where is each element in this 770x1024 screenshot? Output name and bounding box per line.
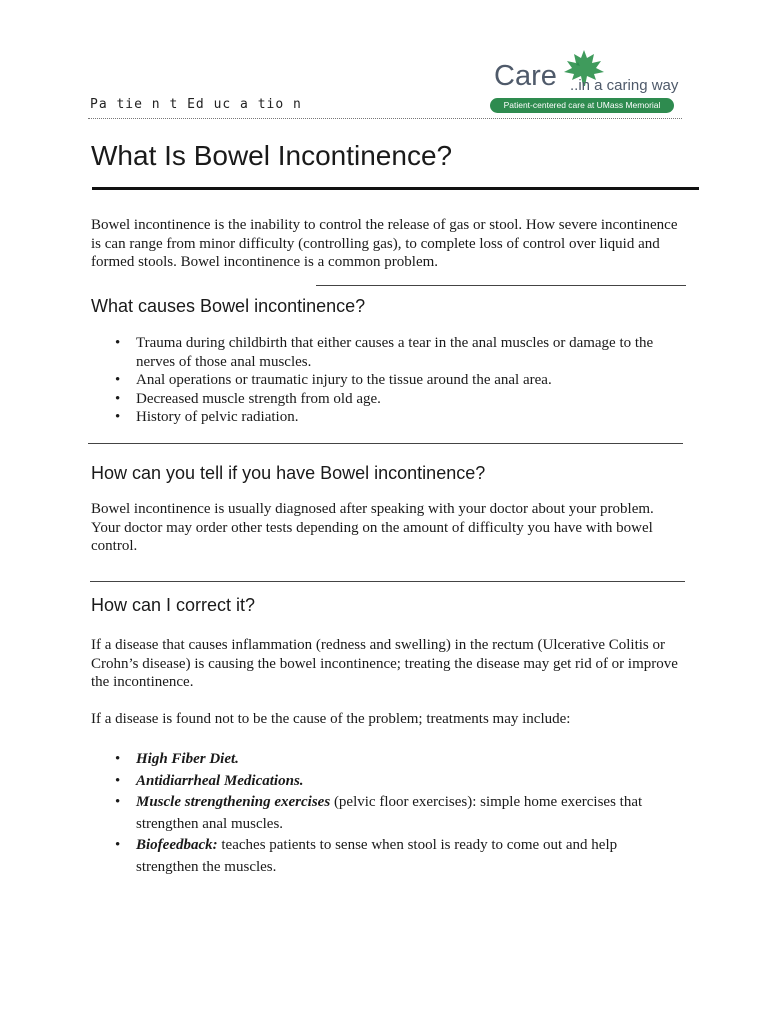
bullet-icon: • — [115, 372, 121, 388]
list-item-text: History of pelvic radiation. — [136, 409, 299, 425]
diagnosis-paragraph: Bowel incontinence is usually diagnosed after speaking with your doctor about your problem. Your doctor may order other tests depending on the amount of difficulty you have with bowel control. — [91, 501, 654, 554]
correct-paragraph-1: If a disease that causes inflammation (redness and swelling) in the rectum (Ulcerative Colitis or Crohn’s disease) is causing the bowel incontinence; treating the disease may get rid of or improve the incontinence. — [91, 637, 678, 690]
diagnosis-heading: How can you tell if you have Bowel incontinence? — [91, 463, 486, 483]
section-divider — [88, 443, 683, 444]
bullet-icon: • — [115, 751, 121, 767]
bullet-icon: • — [115, 772, 121, 789]
section-divider — [90, 581, 685, 582]
list-item — [115, 749, 675, 771]
list-item — [115, 408, 675, 427]
care-logo — [490, 48, 680, 114]
list-item — [115, 835, 675, 878]
correct-paragraph-2: If a disease is found not to be the cause of the problem; treatments may include: — [91, 711, 571, 727]
logo-tagline: ..in a caring way — [570, 77, 679, 94]
bullet-icon: • — [115, 409, 121, 425]
logo-care-text: Care — [494, 60, 557, 92]
bullet-icon: • — [115, 837, 121, 853]
list-item — [115, 371, 675, 390]
treatment-desc: (pelvic floor exercises): simple home exercises that strengthen anal muscles. — [136, 794, 643, 832]
list-item — [115, 771, 675, 793]
intro-paragraph: Bowel incontinence is the inability to control the release of gas or stool. How severe incontinence is can range from minor difficulty (controlling gas), to complete loss of control over liquid and formed stools. Bowel incontinence is a common problem. — [91, 217, 678, 270]
treatment-name: Antidiarrheal Medications. — [136, 772, 304, 789]
causes-heading: What causes Bowel incontinence? — [91, 296, 366, 316]
logo-band: Patient-centered care at UMass Memorial — [490, 98, 674, 113]
bullet-icon: • — [115, 335, 121, 351]
header-divider — [88, 118, 682, 119]
list-item — [115, 334, 675, 371]
correct-heading: How can I correct it? — [91, 595, 256, 615]
causes-list — [115, 334, 675, 427]
section-divider — [316, 285, 686, 286]
treatment-name: Biofeedback: — [136, 837, 218, 853]
treatment-name: Muscle strengthening exercises — [136, 794, 331, 810]
list-item-text: Trauma during childbirth that either causes a tear in the anal muscles or damage to the nerves of those anal muscles. — [136, 335, 654, 370]
list-item — [115, 792, 675, 835]
title-divider — [92, 187, 699, 190]
page-title: What Is Bowel Incontinence? — [91, 140, 453, 171]
patient-education-label: Pa tie n t Ed uc a tio n — [90, 97, 302, 112]
treatment-name: High Fiber Diet. — [136, 751, 239, 767]
list-item — [115, 390, 675, 409]
list-item-text: Decreased muscle strength from old age. — [136, 390, 381, 407]
treatments-list — [115, 749, 675, 878]
list-item-text: Anal operations or traumatic injury to the tissue around the anal area. — [136, 372, 552, 388]
bullet-icon: • — [115, 390, 121, 407]
bullet-icon: • — [115, 794, 121, 810]
treatment-desc: teaches patients to sense when stool is ready to come out and help strengthen the muscles. — [136, 837, 618, 875]
